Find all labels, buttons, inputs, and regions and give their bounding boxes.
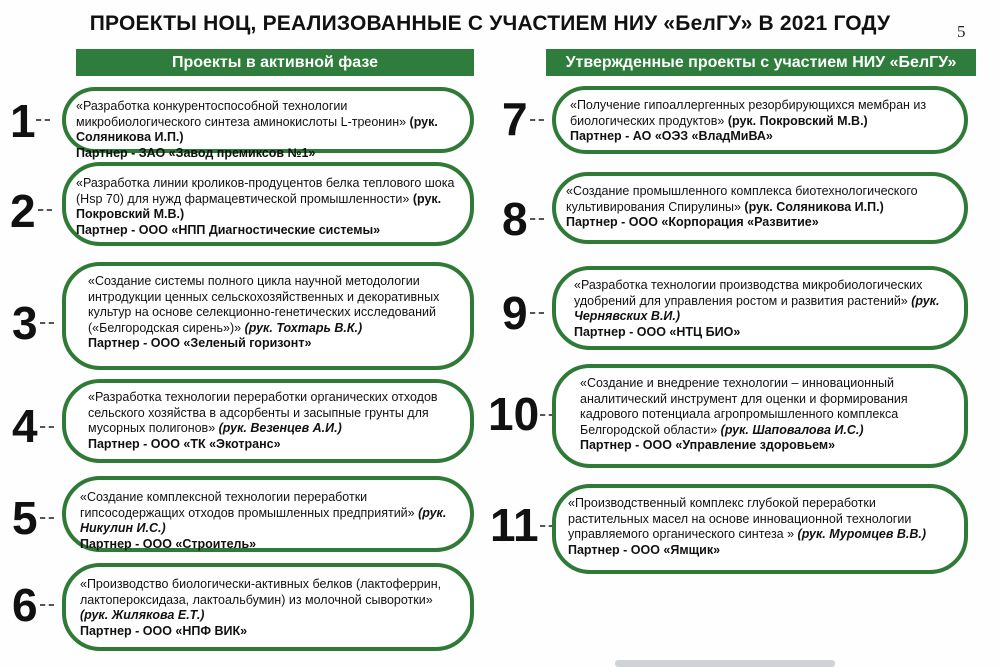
project-partner: Партнер - ООО «Корпорация «Развитие» <box>566 215 819 229</box>
connector-dash <box>40 517 54 519</box>
project-description: «Создание и внедрение технологии – инновационный аналитический инструмент для оценки и формирования кадрового потенциала агропромышленного комплекса Белгородской области» <box>580 376 908 437</box>
project-description: «Разработка технологии переработки органических отходов сельского хозяйства в адсорбенты и засыпные грунты для мусорных полигонов» <box>88 390 438 435</box>
project-partner: Партнер - ООО «НПФ ВИК» <box>80 623 248 638</box>
project-card <box>62 162 474 246</box>
connector-dash <box>530 312 544 314</box>
project-partner: Партнер - ООО «ТК «Экотранс» <box>88 436 281 451</box>
project-card <box>552 86 968 154</box>
project-partner: Партнер - ООО «НТЦ БИО» <box>574 324 741 339</box>
project-partner: Партнер - ЗАО «Завод премиксов №1» <box>76 145 316 160</box>
project-card <box>62 262 474 370</box>
project-card <box>62 563 474 651</box>
connector-dash <box>40 604 54 606</box>
project-lead: (рук. Жилякова Е.Т.) <box>80 608 205 622</box>
project-description: «Разработка конкурентоспособной технологии микробиологического синтеза аминокислоты L-треонин» <box>76 99 407 129</box>
project-lead: (рук. Покровский М.В.) <box>76 191 442 221</box>
project-number: 3 <box>12 297 38 349</box>
project-description: «Получение гипоаллергенных резорбирующихся мембран из биологических продуктов» <box>570 98 927 128</box>
project-description: «Производство биологически-активных белков (лактоферрин, лактопероксидаза, лактоальбумин) из молочной сыворотки» <box>80 577 442 607</box>
connector-dash <box>40 426 54 428</box>
project-partner: Партнер - ООО «Управление здоровьем» <box>580 438 836 452</box>
connector-dash <box>40 322 54 324</box>
project-card <box>552 364 968 468</box>
project-lead: (рук. Шаповалова И.С.) <box>720 422 864 437</box>
project-partner: Партнер - ООО «Ямщик» <box>568 542 721 557</box>
project-card <box>552 484 968 574</box>
project-number: 6 <box>12 579 38 631</box>
project-number: 5 <box>12 492 38 544</box>
left-column-header: Проекты в активной фазе <box>76 49 474 76</box>
project-number: 9 <box>502 287 528 339</box>
project-partner: Партнер - ООО «НПП Диагностические системы» <box>76 222 381 237</box>
project-number: 1 <box>10 95 36 147</box>
project-lead: (рук. Соляникова И.П.) <box>76 114 438 144</box>
page-number: 5 <box>957 22 966 41</box>
project-number: 11 <box>490 499 539 551</box>
project-number: 7 <box>502 93 528 145</box>
project-number: 4 <box>12 400 38 452</box>
connector-dash <box>530 119 544 121</box>
project-lead: (рук. Покровский М.В.) <box>727 113 868 128</box>
slide-title: ПРОЕКТЫ НОЦ, РЕАЛИЗОВАННЫЕ С УЧАСТИЕМ НИУ «БелГУ» В 2021 ГОДУ <box>89 12 891 35</box>
project-description: «Создание системы полного цикла научной методологии интродукции ценных сельскохозяйственных и декоративных культур на основе селекционно-генетических исследований («Белгородская сирень»)» <box>88 274 440 335</box>
project-lead: (рук. Соляникова И.П.) <box>744 199 884 214</box>
project-number: 10 <box>488 388 540 440</box>
project-description: «Производственный комплекс глубокой переработки растительных масел на основе инновационной технологии управляемого органического синтеза » <box>568 496 912 541</box>
project-partner: Партнер - ООО «Строитель» <box>80 536 257 551</box>
project-partner: Партнер - АО «ОЭЗ «ВладМиВА» <box>570 129 773 143</box>
project-number: 8 <box>502 193 528 245</box>
project-card <box>62 87 474 160</box>
project-card <box>62 379 474 463</box>
taskbar-strip <box>615 660 835 667</box>
project-lead: (рук. Муромцев В.В.) <box>797 527 927 541</box>
project-description: «Создание комплексной технологии переработки гипсосодержащих отходов промышленных предприятий» <box>80 490 415 520</box>
project-lead: (рук. Тохтарь В.К.) <box>244 320 363 335</box>
project-description: «Создание промышленного комплекса биотехнологического культивирования Спирулины» <box>566 184 918 214</box>
connector-dash <box>36 119 50 121</box>
connector-dash <box>530 218 544 220</box>
project-card <box>552 266 968 350</box>
project-description: «Разработка технологии производства микробиологических удобрений для управления ростом и развития растений» <box>574 278 923 308</box>
project-lead: (рук. Чернявских В.И.) <box>574 293 940 323</box>
project-partner: Партнер - ООО «Зеленый горизонт» <box>88 336 312 350</box>
project-description: «Разработка линии кроликов-продуцентов белка теплового шока (Hsp 70) для нужд фармацевтической промышленности» <box>76 176 455 206</box>
project-number: 2 <box>10 185 36 237</box>
right-column-header: Утвержденные проекты с участием НИУ «БелГУ» <box>546 49 976 76</box>
connector-dash <box>38 209 52 211</box>
project-card <box>552 172 968 244</box>
project-lead: (рук. Везенцев А.И.) <box>218 421 342 435</box>
project-card <box>62 476 474 552</box>
project-lead: (рук. Никулин И.С.) <box>80 505 447 535</box>
